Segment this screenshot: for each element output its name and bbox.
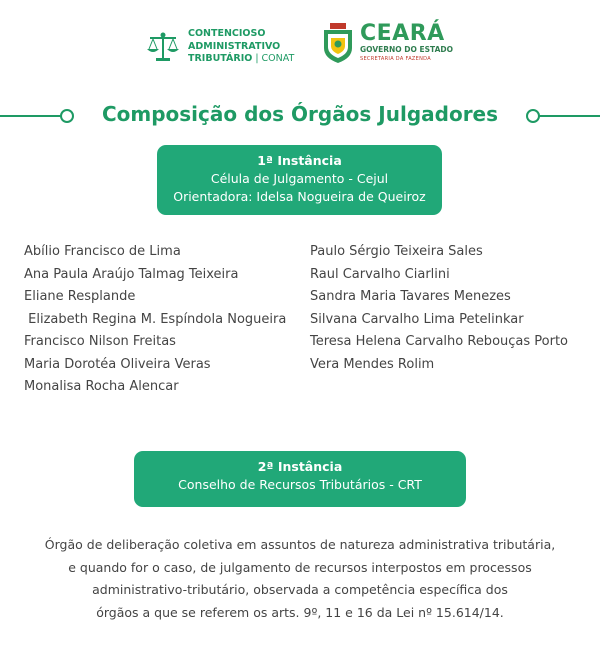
member-name: Maria Dorotéa Oliveira Veras xyxy=(24,356,211,372)
member-name: Monalisa Rocha Alencar xyxy=(24,379,179,394)
paragraph-line: órgãos a que se referem os arts. 9º, 11 e 16 da Lei nº 15.614/14. xyxy=(96,604,504,620)
conat-logo xyxy=(146,28,294,66)
member-name: Ana Paula Araújo Talmag Teixeira xyxy=(24,266,239,282)
member-name: Silvana Carvalho Lima Petelinkar xyxy=(310,311,524,327)
first-instance-heading: 1ª Instância xyxy=(257,153,342,168)
member-name: Paulo Sérgio Teixeira Sales xyxy=(310,244,483,259)
conat-wordmark xyxy=(188,28,294,66)
first-instance-box xyxy=(157,145,442,215)
description-paragraph xyxy=(0,534,600,624)
second-instance-line-1: Conselho de Recursos Tributários - CRT xyxy=(178,477,422,492)
paragraph-line: administrativo-tributário, observada a competência específica dos xyxy=(92,582,508,597)
state-coat-of-arms-icon xyxy=(322,22,354,64)
second-instance-box xyxy=(134,451,466,507)
title-row xyxy=(0,100,600,132)
header xyxy=(0,22,600,72)
first-instance-line-1: Célula de Julgamento - Cejul xyxy=(210,171,389,186)
second-instance-heading: 2ª Instância xyxy=(257,459,343,474)
right-divider-line xyxy=(538,115,600,117)
ceara-wordmark xyxy=(360,23,453,63)
conat-label: | CONAT xyxy=(252,53,295,64)
member-name: Abílio Francisco de Lima xyxy=(24,244,181,259)
ceara-subtitle: GOVERNO DO ESTADO xyxy=(360,45,453,54)
members-right-column xyxy=(310,241,568,376)
paragraph-line: e quando for o caso, de julgamento de recursos interpostos em processos xyxy=(68,559,532,575)
conat-line-3: TRIBUTÁRIO xyxy=(188,53,253,64)
scales-of-justice-icon xyxy=(146,32,180,62)
members-left-column xyxy=(24,241,286,399)
ceara-title: CEARÁ xyxy=(360,21,445,46)
ceara-logo xyxy=(322,22,453,64)
conat-line-2: ADMINISTRATIVO xyxy=(188,40,281,52)
conat-line-1: CONTENCIOSO xyxy=(188,28,266,39)
member-name: Raul Carvalho Ciarlini xyxy=(310,266,450,282)
first-instance-line-2: Orientadora: Idelsa Nogueira de Queiroz xyxy=(173,189,426,204)
member-name: Vera Mendes Rolim xyxy=(310,356,435,372)
paragraph-line: Órgão de deliberação coletiva em assuntos de natureza administrativa tributária, xyxy=(44,537,556,552)
member-name: Elizabeth Regina M. Espíndola Nogueira xyxy=(24,311,287,327)
page-title: Composição dos Órgãos Julgadores xyxy=(101,102,499,126)
member-name: Francisco Nilson Freitas xyxy=(24,334,176,349)
member-name: Teresa Helena Carvalho Rebouças Porto xyxy=(310,334,569,349)
member-name: Sandra Maria Tavares Menezes xyxy=(310,289,511,304)
ceara-secretariat: SECRETARIA DA FAZENDA xyxy=(360,56,431,62)
member-name: Eliane Resplande xyxy=(24,289,136,304)
